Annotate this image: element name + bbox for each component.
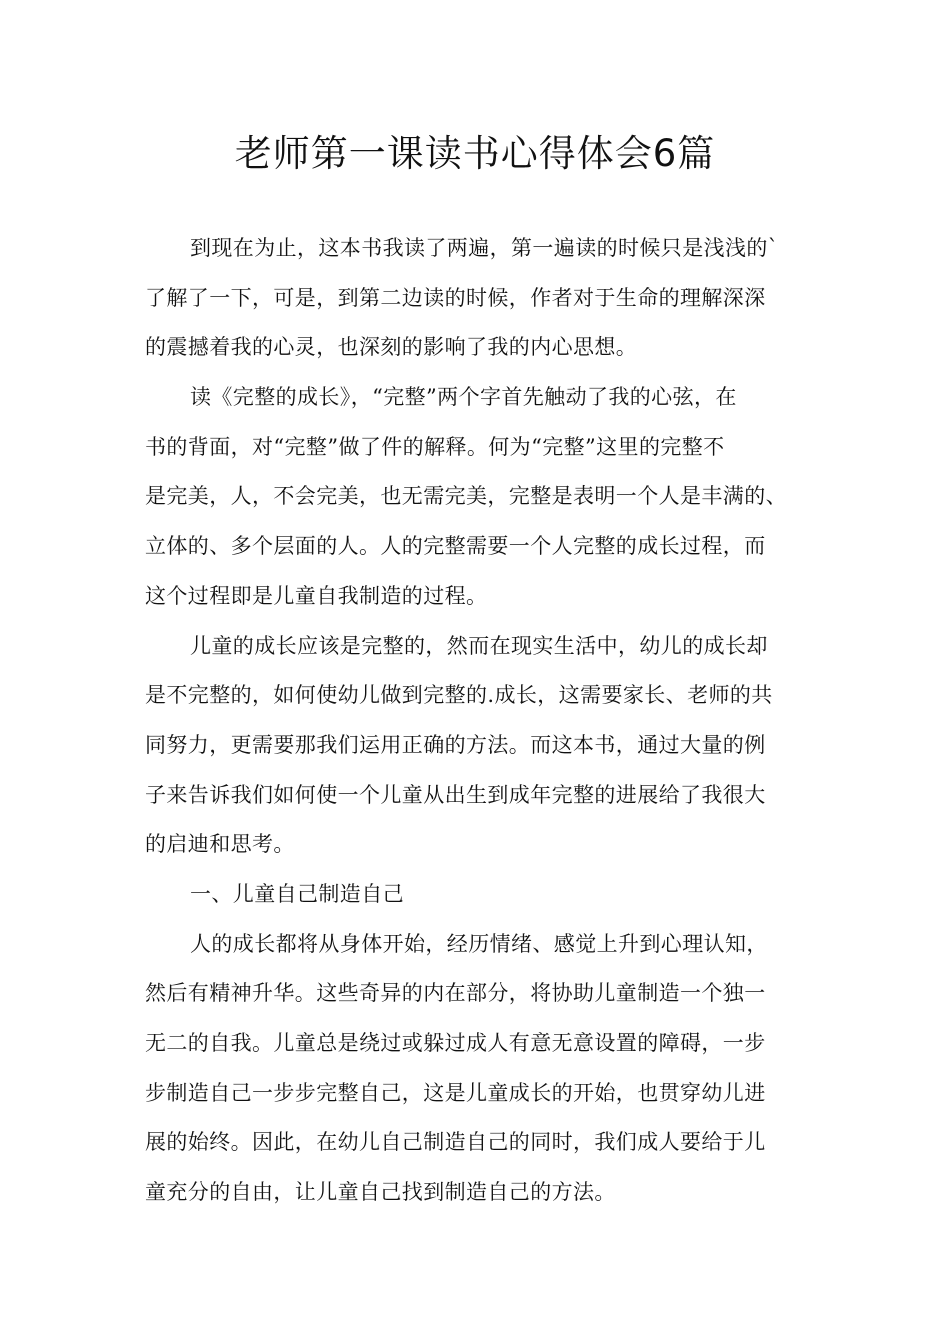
paragraph-line: 然后有精神升华。这些奇异的内在部分，将协助儿童制造一个独一: [145, 981, 766, 1006]
paragraph-line: 人的成长都将从身体开始，经历情绪、感觉上升到心理认知，: [190, 931, 768, 956]
paragraph-line: 童充分的自由，让儿童自己找到制造自己的方法。: [145, 1180, 616, 1205]
paragraph-line: 同努力，更需要那我们运用正确的方法。而这本书，通过大量的例: [145, 732, 766, 757]
paragraph-line: 到现在为止，这本书我读了两遍，第一遍读的时候只是浅浅的`: [190, 236, 779, 260]
paragraph-line: 展的始终。因此，在幼儿自己制造自己的同时，我们成人要给于儿: [145, 1130, 766, 1155]
paragraph-line: 是完美，人，不会完美，也无需完美，完整是表明一个人是丰满的、: [145, 484, 787, 509]
paragraph-line: 了解了一下，可是，到第二边读的时候，作者对于生命的理解深深: [145, 285, 766, 310]
paragraph-line: 的启迪和思考。: [145, 832, 295, 857]
paragraph-line: 这个过程即是儿童自我制造的过程。: [145, 583, 488, 608]
section-heading: 一、儿童自己制造自己: [190, 881, 404, 906]
document-title: 老师第一课读书心得体会6篇: [234, 132, 716, 175]
paragraph-line: 是不完整的，如何使幼儿做到完整的.成长，这需要家长、老师的共: [145, 683, 773, 708]
paragraph-line: 读《完整的成长》，“完整”两个字首先触动了我的心弦，在: [190, 385, 737, 410]
paragraph-line: 子来告诉我们如何使一个儿童从出生到成年完整的进展给了我很大: [145, 782, 766, 807]
paragraph-line: 无二的自我。儿童总是绕过或躲过成人有意无意设置的障碍，一步: [145, 1031, 766, 1055]
paragraph-line: 的震撼着我的心灵，也深刻的影响了我的内心思想。: [145, 335, 638, 360]
paragraph-line: 步制造自己一步步完整自己，这是儿童成长的开始，也贯穿幼儿进: [145, 1080, 766, 1105]
paragraph-line: 立体的、多个层面的人。人的完整需要一个人完整的成长过程，而: [145, 534, 766, 559]
document-body: [145, 224, 817, 1218]
paragraph-line: 书的背面，对“完整”做了件的解释。何为“完整”这里的完整不: [145, 434, 725, 459]
paragraph-line: 儿童的成长应该是完整的，然而在现实生活中，幼儿的成长却: [190, 633, 768, 658]
